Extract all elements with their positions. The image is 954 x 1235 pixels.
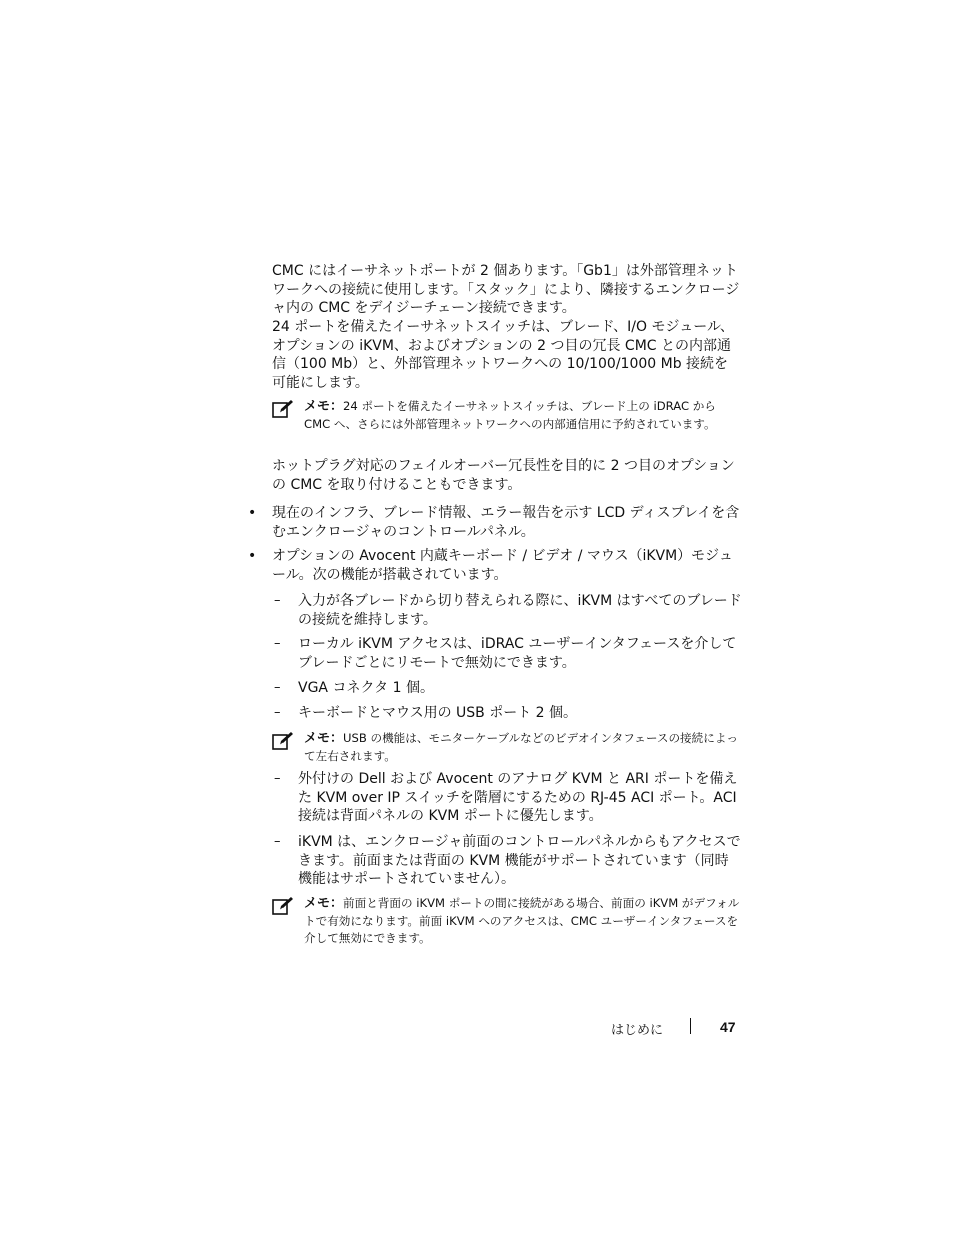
paragraph-text: 24 ポートを備えたイーサネットスイッチは、ブレード、I/O モジュール、オプションの iKVM、およびオプションの 2 つ目の冗長 CMC との内部通信（100 Mb）と、外部管理ネットワークへの 10/100/1000 Mb 接続を可能にします。 <box>272 319 734 391</box>
dash-marker: – <box>274 680 281 695</box>
bullet-text: オプションの Avocent 内蔵キーボード / ビデオ / マウス（iKVM）モジュール。次の機能が搭載されています。 <box>272 548 733 583</box>
page-number: 47 <box>720 1019 736 1035</box>
paragraph-text: CMC にはイーサネットポートが 2 個あります。「Gb1」は外部管理ネットワークへの接続に使用します。「スタック」により、隣接するエンクロージャ内の CMC をデイジーチェーン接続できます。 <box>272 263 740 316</box>
note-text: 24 ポートを備えたイーサネットスイッチは、ブレード上の iDRAC から CMC へ、さらには外部管理ネットワークへの内部通信用に予約されています。 <box>304 399 716 431</box>
bullet-item-control-panel <box>272 504 742 541</box>
bullet-marker: • <box>248 548 257 564</box>
bullet-item-ikvm <box>272 547 742 584</box>
dash-marker: – <box>274 705 281 720</box>
pencil-note-icon <box>272 399 294 419</box>
sub-item-text: 外付けの Dell および Avocent のアナログ KVM と ARI ポートを備えた KVM over IP スイッチを階層にするための RJ-45 ACI ポート。ACI 接続は背面パネルの KVM ポートに優先します。 <box>298 771 738 824</box>
note-label: メモ： <box>304 399 344 414</box>
note-label: メモ： <box>304 731 344 746</box>
sub-item <box>298 635 742 672</box>
paragraph-cmc-ports <box>272 262 742 318</box>
note-text: USB の機能は、モニターケーブルなどのビデオインタフェースの接続によって左右されます。 <box>304 731 739 763</box>
pencil-note-icon <box>272 731 294 751</box>
sub-item-text: キーボードとマウス用の USB ポート 2 個。 <box>298 705 578 721</box>
paragraph-text: ホットプラグ対応のフェイルオーバー冗長性を目的に 2 つ目のオプションの CMC を取り付けることもできます。 <box>272 458 735 493</box>
bullet-text: 現在のインフラ、ブレード情報、エラー報告を示す LCD ディスプレイを含むエンクロージャのコントロールパネル。 <box>272 505 740 540</box>
note-switch-reserved <box>272 398 742 433</box>
paragraph-ethernet-switch <box>272 318 742 392</box>
sub-item <box>298 704 742 723</box>
sub-item <box>298 833 742 889</box>
note-text: 前面と背面の iKVM ポートの間に接続がある場合、前面の iKVM がデフォルトで有効になります。前面 iKVM へのアクセスは、CMC ユーザーインタフェースを介して無効にできます。 <box>304 896 740 945</box>
sub-item <box>298 592 742 629</box>
note-usb <box>272 730 742 765</box>
sub-item <box>298 679 742 698</box>
sub-item-text: 入力が各ブレードから切り替えられる際に、iKVM はすべてのブレードの接続を維持します。 <box>298 593 742 628</box>
sub-item-text: ローカル iKVM アクセスは、iDRAC ユーザーインタフェースを介してブレードごとにリモートで無効にできます。 <box>298 636 737 671</box>
footer-section-title: はじめに <box>611 1023 664 1038</box>
pencil-note-icon <box>272 896 294 916</box>
sub-item <box>298 770 742 826</box>
dash-marker: – <box>274 636 281 651</box>
dash-marker: – <box>274 771 281 786</box>
bullet-marker: • <box>248 505 257 521</box>
paragraph-hotplug <box>272 457 742 494</box>
sub-item-text: iKVM は、エンクロージャ前面のコントロールパネルからもアクセスできます。前面または背面の KVM 機能がサポートされています（同時機能はサポートされていません）。 <box>298 834 741 887</box>
note-ikvm-ports <box>272 895 742 948</box>
dash-marker: – <box>274 834 281 849</box>
note-label: メモ： <box>304 896 344 911</box>
sub-item-text: VGA コネクタ 1 個。 <box>298 680 434 696</box>
footer-separator <box>690 1018 691 1034</box>
dash-marker: – <box>274 593 281 608</box>
